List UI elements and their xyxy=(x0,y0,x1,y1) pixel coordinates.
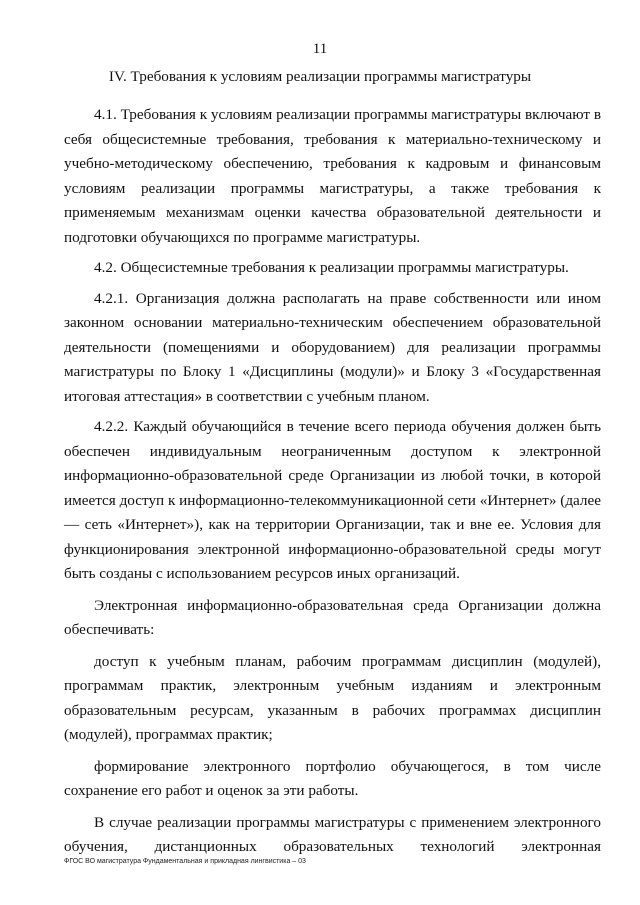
paragraph-4-2-2: 4.2.2. Каждый обучающийся в течение всего периода обучения должен быть обеспечен индивидуальным неограниченным доступом к электронной информационно-образовательной среде Организации из любой точки, в которой имеется доступ к информационно-телекоммуникационной сети «Интернет» (далее — сеть «Интернет»), как на территории Организации, так и вне ее. Условия для функционирования электронной информационно-образовательной среды могут быть созданы с использованием ресурсов иных организаций. xyxy=(64,418,601,582)
paragraph-4-2-1: 4.2.1. Организация должна располагать на праве собственности или ином законном основании материально-техническим обеспечением образовательной деятельности (помещениями и оборудованием) для реализации программы магистратуры по Блоку 1 «Дисциплины (модули)» и Блоку 3 «Государственная итоговая аттестация» в соответствии с учебным планом. xyxy=(64,289,601,405)
document-body xyxy=(64,103,601,860)
paragraph-eios-intro: Электронная информационно-образовательная среда Организации должна обеспечивать: xyxy=(64,596,601,638)
page-number: 11 xyxy=(312,41,328,57)
paragraph-portfolio: формирование электронного портфолио обучающегося, в том числе сохранение его работ и оценок за эти работы. xyxy=(64,757,601,799)
paragraph-e-learning: В случае реализации программы магистратуры с применением электронного обучения, дистанционных образовательных технологий электронная xyxy=(64,813,601,855)
paragraph-4-2: 4.2. Общесистемные требования к реализации программы магистратуры. xyxy=(94,259,569,276)
paragraph-4-1: 4.1. Требования к условиям реализации программы магистратуры включают в себя общесистемные требования, требования к материально-техническому и учебно-методическому обеспечению, требования к кадровым и финансовым условиям реализации программы магистратуры, а также требования к применяемым механизмам оценки качества образовательной деятельности и подготовки обучающихся по программе магистратуры. xyxy=(64,106,601,246)
section-heading: IV. Требования к условиям реализации программы магистратуры xyxy=(108,68,532,85)
page-footer: ФГОС ВО магистратура Фундаментальная и прикладная лингвистика – 03 xyxy=(64,858,306,865)
paragraph-access: доступ к учебным планам, рабочим программам дисциплин (модулей), программам практик, электронным учебным изданиям и электронным образовательным ресурсам, указанным в рабочих программах дисциплин (модулей), программах практик; xyxy=(64,652,601,743)
